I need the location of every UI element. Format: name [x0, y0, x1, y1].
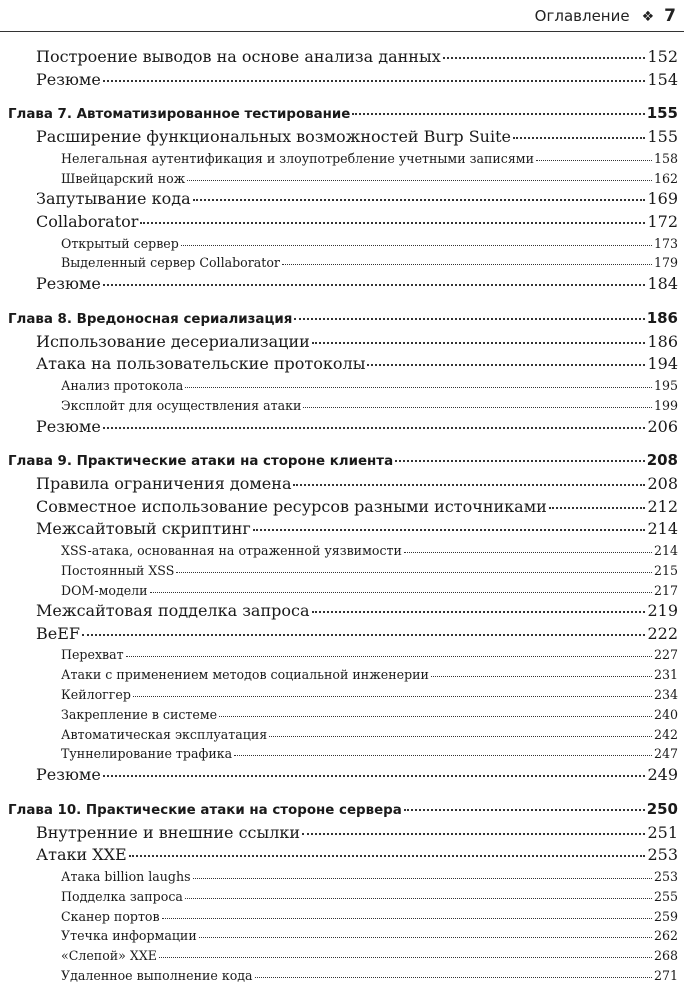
- toc-entry-page: 152: [647, 47, 678, 66]
- toc-entry-page: 268: [653, 948, 678, 964]
- toc-chapter-entry: [0, 448, 684, 472]
- toc-entry-title: Анализ протокола: [61, 377, 184, 393]
- dot-leader: [303, 407, 652, 408]
- toc-entry-page: 215: [653, 562, 678, 578]
- dot-leader: [253, 529, 646, 531]
- toc-entry: [0, 273, 684, 296]
- toc-entry-page: 222: [647, 623, 678, 643]
- dot-leader: [293, 484, 645, 486]
- toc-entry: [0, 211, 684, 234]
- toc-entry-title: Расширение функциональных возможностей Burp Suite: [36, 127, 511, 147]
- toc-chapter-entry: [0, 101, 684, 125]
- toc-entry-page: 173: [653, 235, 678, 251]
- toc-entry-title: Сканер портов: [61, 908, 160, 924]
- toc-entry-page: 186: [646, 308, 678, 327]
- dot-leader: [187, 180, 652, 181]
- toc-entry-page: 158: [653, 150, 678, 166]
- toc-entry-page: 172: [647, 211, 678, 231]
- dot-leader: [103, 775, 646, 777]
- toc-entry: [0, 600, 684, 623]
- toc-entry: [0, 518, 684, 541]
- dot-leader: [352, 113, 644, 115]
- dot-leader: [294, 318, 644, 320]
- toc-entry: [0, 234, 684, 254]
- toc-entry-title: Резюме: [36, 69, 101, 89]
- running-header: [0, 4, 676, 28]
- toc-entry: [0, 46, 684, 69]
- toc-entry-title: Глава 7. Автоматизированное тестирование: [8, 107, 351, 123]
- toc-entry: [0, 926, 684, 946]
- toc-entry: [0, 376, 684, 396]
- toc-entry: [0, 764, 684, 787]
- toc-entry-title: Резюме: [36, 416, 101, 436]
- toc-entry-page: 184: [647, 274, 678, 294]
- toc-entry: [0, 561, 684, 581]
- toc-entry-title: Межсайтовая подделка запроса: [36, 601, 310, 621]
- dot-leader: [404, 552, 652, 553]
- toc-entry: [0, 623, 684, 646]
- toc-entry-page: 154: [647, 69, 678, 89]
- toc-entry: [0, 887, 684, 907]
- toc-entry: [0, 69, 684, 92]
- toc-entry-title: Нелегальная аутентификация и злоупотребление учетными записями: [61, 150, 534, 166]
- toc-entry: [0, 581, 684, 601]
- dot-leader: [549, 507, 646, 509]
- dot-leader: [513, 137, 645, 139]
- toc-entry-page: 231: [653, 667, 678, 683]
- toc-entry-page: 195: [653, 377, 678, 393]
- toc-entry-title: Межсайтовый скриптинг: [36, 519, 251, 539]
- toc-entry-title: Атаки XXE: [36, 845, 127, 865]
- toc-entry-title: Атака billion laughs: [61, 869, 191, 885]
- toc-entry-page: 247: [653, 746, 678, 762]
- toc-entry: [0, 396, 684, 416]
- toc-entry-page: 240: [653, 706, 678, 722]
- toc-entry: [0, 188, 684, 211]
- dot-leader: [404, 809, 645, 811]
- dot-leader: [536, 160, 652, 161]
- toc-entry: [0, 946, 684, 966]
- toc-entry: [0, 496, 684, 519]
- toc-entry-page: 199: [653, 397, 678, 413]
- dot-leader: [103, 427, 646, 429]
- dot-leader: [82, 634, 645, 636]
- toc-entry-page: 169: [647, 189, 678, 209]
- toc-entry-page: 214: [653, 542, 678, 558]
- dot-leader: [129, 855, 646, 857]
- toc-entry-title: Глава 9. Практические атаки на стороне клиента: [8, 454, 394, 470]
- toc-entry-title: Закрепление в системе: [61, 706, 218, 722]
- toc-entry-page: 214: [647, 519, 678, 539]
- toc-entry-title: Кейлоггер: [61, 687, 131, 703]
- toc-entry-page: 251: [647, 822, 678, 842]
- toc-entry-title: Резюме: [36, 765, 101, 785]
- toc-entry-page: 179: [653, 255, 678, 271]
- toc-entry: [0, 149, 684, 169]
- dot-leader: [162, 918, 652, 919]
- toc-entry-page: 194: [647, 354, 678, 374]
- toc-entry: [0, 473, 684, 496]
- toc-entry: [0, 966, 684, 986]
- header-page-number: 7: [664, 6, 676, 26]
- toc-entry: [0, 844, 684, 867]
- dot-leader: [181, 245, 652, 246]
- dot-leader: [312, 342, 646, 344]
- toc-entry-title: Атаки с применением методов социальной инженерии: [61, 667, 429, 683]
- toc-entry-page: 249: [647, 765, 678, 785]
- dot-leader: [312, 611, 646, 613]
- toc-entry-page: 253: [647, 845, 678, 865]
- dot-leader: [133, 696, 652, 697]
- toc-entry-page: 250: [646, 799, 678, 818]
- toc-entry-title: Перехват: [61, 647, 124, 663]
- toc-entry-title: Туннелирование трафика: [61, 746, 233, 762]
- dot-leader: [103, 284, 646, 286]
- toc-entry-title: XSS-атака, основанная на отраженной уязвимости: [61, 542, 402, 558]
- toc-entry-page: 234: [653, 687, 678, 703]
- toc-entry: [0, 907, 684, 927]
- toc-entry-title: Атака на пользовательские протоколы: [36, 354, 366, 374]
- dot-leader: [193, 199, 646, 201]
- toc-entry-title: Утечка информации: [61, 928, 197, 944]
- dot-leader: [159, 957, 652, 958]
- toc-entry-title: Глава 10. Практические атаки на стороне сервера: [8, 802, 402, 818]
- header-rule: [0, 31, 684, 32]
- dot-leader: [269, 736, 652, 737]
- toc-entry-title: Использование десериализации: [36, 331, 310, 351]
- toc-entry-page: 219: [647, 601, 678, 621]
- toc-entry-title: Внутренние и внешние ссылки: [36, 822, 301, 842]
- toc-entry-title: BeEF: [36, 623, 81, 643]
- dot-leader: [140, 222, 645, 224]
- toc-entry-page: 206: [647, 416, 678, 436]
- toc-entry: [0, 169, 684, 189]
- dot-leader: [395, 460, 645, 462]
- toc-entry: [0, 541, 684, 561]
- toc-entry: [0, 725, 684, 745]
- toc-entry: [0, 867, 684, 887]
- toc-entry-title: Collaborator: [36, 211, 139, 231]
- toc-entry-page: 208: [646, 451, 678, 470]
- toc-entry: [0, 744, 684, 764]
- toc-entry-page: 155: [647, 127, 678, 147]
- toc-entry-page: 253: [653, 869, 678, 885]
- dot-leader: [443, 57, 646, 59]
- toc-entry: [0, 822, 684, 845]
- dot-leader: [234, 755, 652, 756]
- dot-leader: [302, 833, 645, 835]
- dot-leader: [282, 264, 652, 265]
- dot-leader: [255, 977, 652, 978]
- toc-entry-page: 271: [653, 968, 678, 984]
- dot-leader: [176, 572, 652, 573]
- toc-entry: [0, 353, 684, 376]
- toc-entry: [0, 665, 684, 685]
- dot-leader: [185, 387, 652, 388]
- dot-leader: [103, 80, 646, 82]
- dot-leader: [193, 878, 652, 879]
- toc-entry: [0, 253, 684, 273]
- toc-entry-page: 208: [647, 474, 678, 494]
- toc-entry-title: Резюме: [36, 274, 101, 294]
- toc-chapter-entry: [0, 306, 684, 330]
- toc-entry-page: 212: [647, 496, 678, 516]
- toc-entry-title: Совместное использование ресурсов разными источниками: [36, 496, 547, 516]
- toc-entry-title: DOM-модели: [61, 582, 148, 598]
- dot-leader: [431, 676, 652, 677]
- dot-leader: [367, 364, 645, 366]
- toc-entry: [0, 331, 684, 354]
- header-section-title: Оглавление: [534, 7, 630, 25]
- toc-entry-title: Автоматическая эксплуатация: [61, 726, 268, 742]
- toc-entry: [0, 705, 684, 725]
- toc-entry-page: 217: [653, 582, 678, 598]
- toc-entry-title: Открытый сервер: [61, 235, 179, 251]
- toc-entry-page: 255: [653, 888, 678, 904]
- toc-entry-page: 162: [653, 170, 678, 186]
- toc-entry-title: «Слепой» XXE: [61, 948, 157, 964]
- dot-leader: [219, 716, 652, 717]
- toc-entry-title: Правила ограничения домена: [36, 474, 292, 494]
- toc-entry-title: Постоянный XSS: [61, 562, 175, 578]
- dot-leader: [199, 937, 652, 938]
- toc-entry-title: Глава 8. Вредоносная сериализация: [8, 311, 293, 327]
- table-of-contents: [0, 46, 684, 986]
- toc-entry-page: 227: [653, 647, 678, 663]
- dot-leader: [150, 592, 652, 593]
- toc-entry: [0, 126, 684, 149]
- toc-entry-title: Построение выводов на основе анализа данных: [36, 47, 441, 66]
- toc-entry-title: Швейцарский нож: [61, 170, 186, 186]
- toc-entry-title: Удаленное выполнение кода: [61, 968, 253, 984]
- toc-entry-page: 262: [653, 928, 678, 944]
- toc-entry: [0, 685, 684, 705]
- toc-entry-title: Выделенный сервер Collaborator: [61, 255, 280, 271]
- toc-entry-title: Подделка запроса: [61, 888, 183, 904]
- header-separator-icon: ❖: [641, 9, 655, 25]
- toc-entry-page: 259: [653, 908, 678, 924]
- toc-entry-page: 186: [647, 331, 678, 351]
- toc-entry: [0, 645, 684, 665]
- toc-entry-title: Запутывание кода: [36, 189, 191, 209]
- toc-entry: [0, 416, 684, 439]
- toc-chapter-entry: [0, 797, 684, 821]
- dot-leader: [126, 656, 652, 657]
- dot-leader: [185, 898, 652, 899]
- toc-entry-page: 155: [646, 104, 678, 123]
- toc-entry-page: 242: [653, 726, 678, 742]
- toc-entry-title: Эксплойт для осуществления атаки: [61, 397, 302, 413]
